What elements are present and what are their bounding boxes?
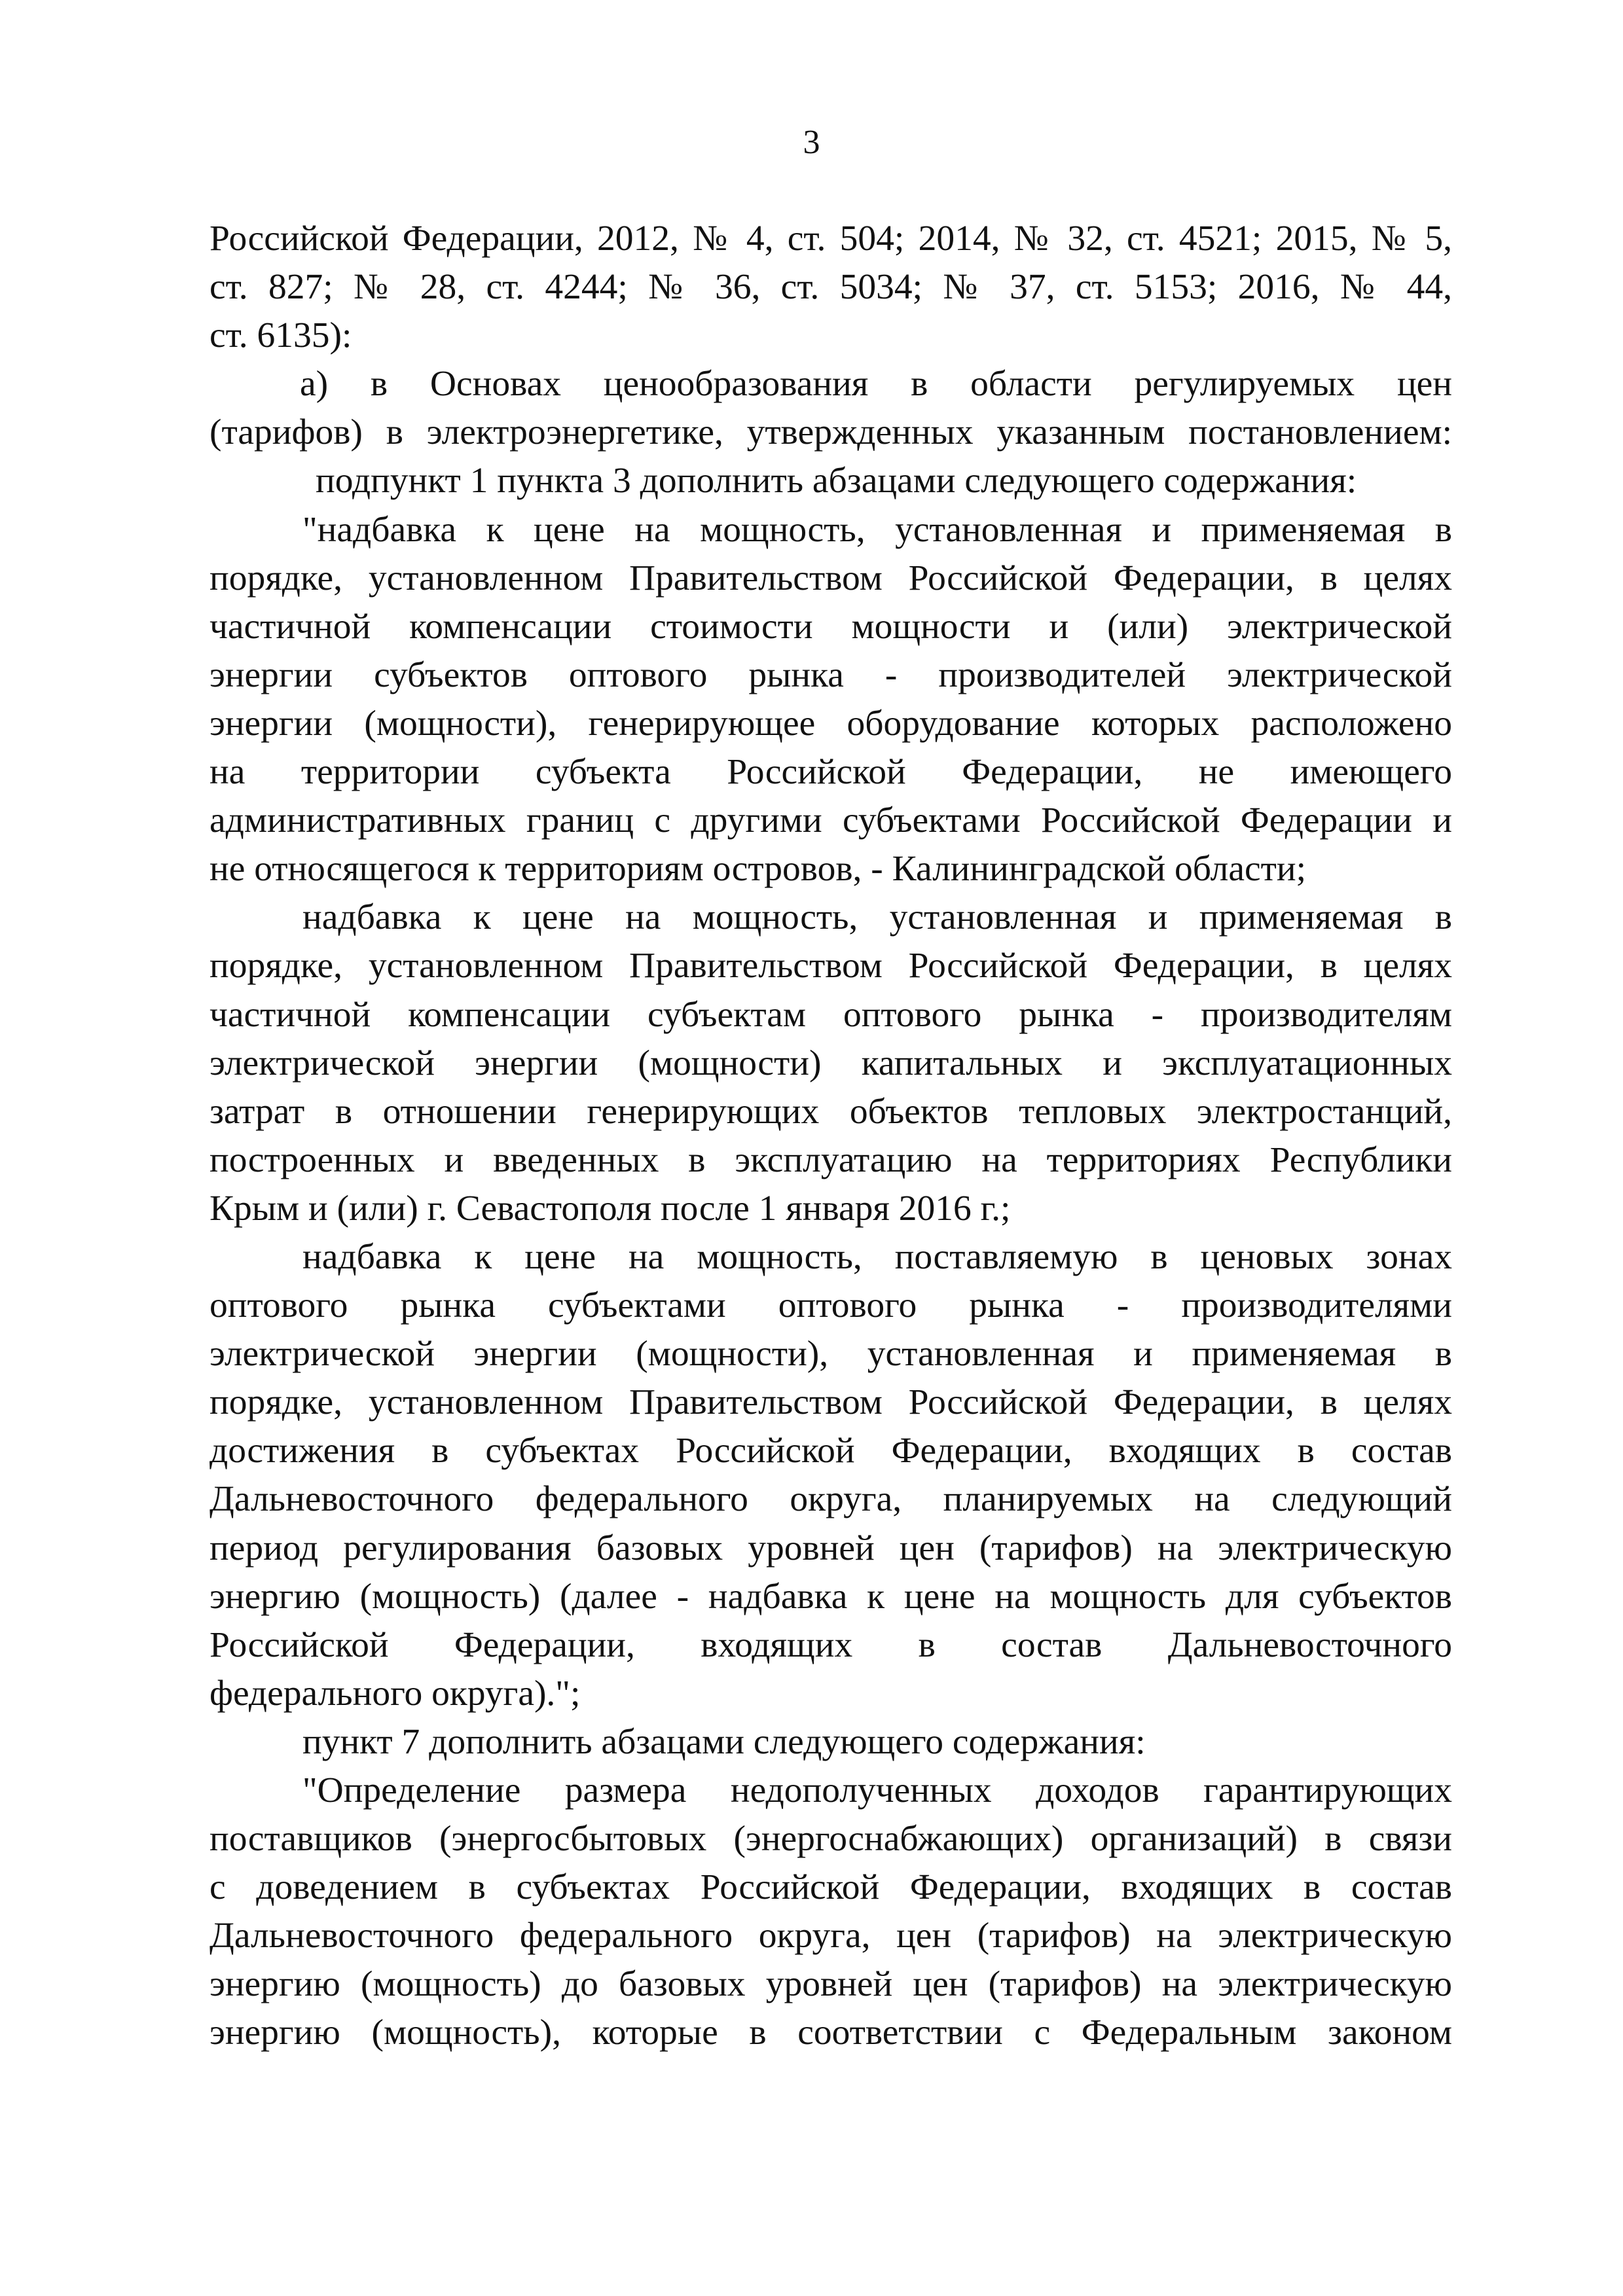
text-line: построенных и введенных в эксплуатацию на территориях Республики — [210, 1139, 1452, 1180]
text-line: оптового рынка субъектами оптового рынка - производителями — [210, 1285, 1452, 1326]
text-line: частичной компенсации стоимости мощности и (или) электрической — [210, 606, 1452, 647]
paragraph-start-line: надбавка к цене на мощность, установленная и применяемая в — [302, 897, 1452, 938]
text-line: электрической энергии (мощности) капитальных и эксплуатационных — [210, 1043, 1452, 1083]
text-line: Крым и (или) г. Севастополя после 1 января 2016 г.; — [210, 1188, 1011, 1229]
paragraph-start-line: подпункт 1 пункта 3 дополнить абзацами следующего содержания: — [316, 461, 1357, 501]
text-line: ст. 827; № 28, ст. 4244; № 36, ст. 5034; № 37, ст. 5153; 2016, № 44, — [210, 267, 1452, 308]
paragraph-start-line: пункт 7 дополнить абзацами следующего содержания: — [302, 1721, 1146, 1762]
text-line: энергию (мощность), которые в соответствии с Федеральным законом — [210, 2013, 1452, 2053]
document-body — [210, 215, 1452, 2058]
page-number: 3 — [803, 124, 820, 161]
text-line: частичной компенсации субъектам оптового рынка - производителям — [210, 994, 1452, 1035]
text-line: федерального округа)."; — [210, 1673, 581, 1713]
text-line: ст. 6135): — [210, 315, 352, 356]
text-line: порядке, установленном Правительством Российской Федерации, в целях — [210, 946, 1452, 986]
text-line: поставщиков (энергосбытовых (энергоснабжающих) организаций) в связи — [210, 1819, 1452, 1859]
text-line: административных границ с другими субъектами Российской Федерации и — [210, 800, 1452, 841]
text-line: не относящегося к территориям островов, - Калининградской области; — [210, 849, 1306, 889]
text-line: период регулирования базовых уровней цен (тарифов) на электрическую — [210, 1528, 1452, 1568]
text-line: порядке, установленном Правительством Российской Федерации, в целях — [210, 558, 1452, 598]
paragraph-start-line: а) в Основах ценообразования в области регулируемых цен — [300, 364, 1452, 404]
text-line: энергию (мощность) до базовых уровней цен (тарифов) на электрическую — [210, 1964, 1452, 2005]
text-line: (тарифов) в электроэнергетике, утвержденных указанным постановлением: — [210, 412, 1452, 453]
text-line: достижения в субъектах Российской Федерации, входящих в состав — [210, 1431, 1452, 1471]
text-line: с доведением в субъектах Российской Федерации, входящих в состав — [210, 1867, 1452, 1908]
text-line: энергии (мощности), генерирующее оборудование которых расположено — [210, 703, 1452, 744]
paragraph-start-line: "надбавка к цене на мощность, установленная и применяемая в — [302, 509, 1452, 550]
text-line: Дальневосточного федерального округа, планируемых на следующий — [210, 1479, 1452, 1520]
text-line: электрической энергии (мощности), установленная и применяемая в — [210, 1334, 1452, 1374]
text-line: Дальневосточного федерального округа, цен (тарифов) на электрическую — [210, 1916, 1452, 1956]
text-line: порядке, установленном Правительством Российской Федерации, в целях — [210, 1382, 1452, 1423]
text-line: Российской Федерации, входящих в состав Дальневосточного — [210, 1624, 1452, 1665]
text-line: Российской Федерации, 2012, № 4, ст. 504; 2014, № 32, ст. 4521; 2015, № 5, — [210, 219, 1452, 259]
paragraph-start-line: "Определение размера недополученных доходов гарантирующих — [302, 1770, 1452, 1810]
paragraph-start-line: надбавка к цене на мощность, поставляемую в ценовых зонах — [302, 1236, 1452, 1277]
text-line: на территории субъекта Российской Федерации, не имеющего — [210, 752, 1452, 793]
text-line: энергии субъектов оптового рынка - производителей электрической — [210, 655, 1452, 695]
text-line: затрат в отношении генерирующих объектов тепловых электростанций, — [210, 1091, 1452, 1132]
text-line: энергию (мощность) (далее - надбавка к цене на мощность для субъектов — [210, 1576, 1452, 1617]
